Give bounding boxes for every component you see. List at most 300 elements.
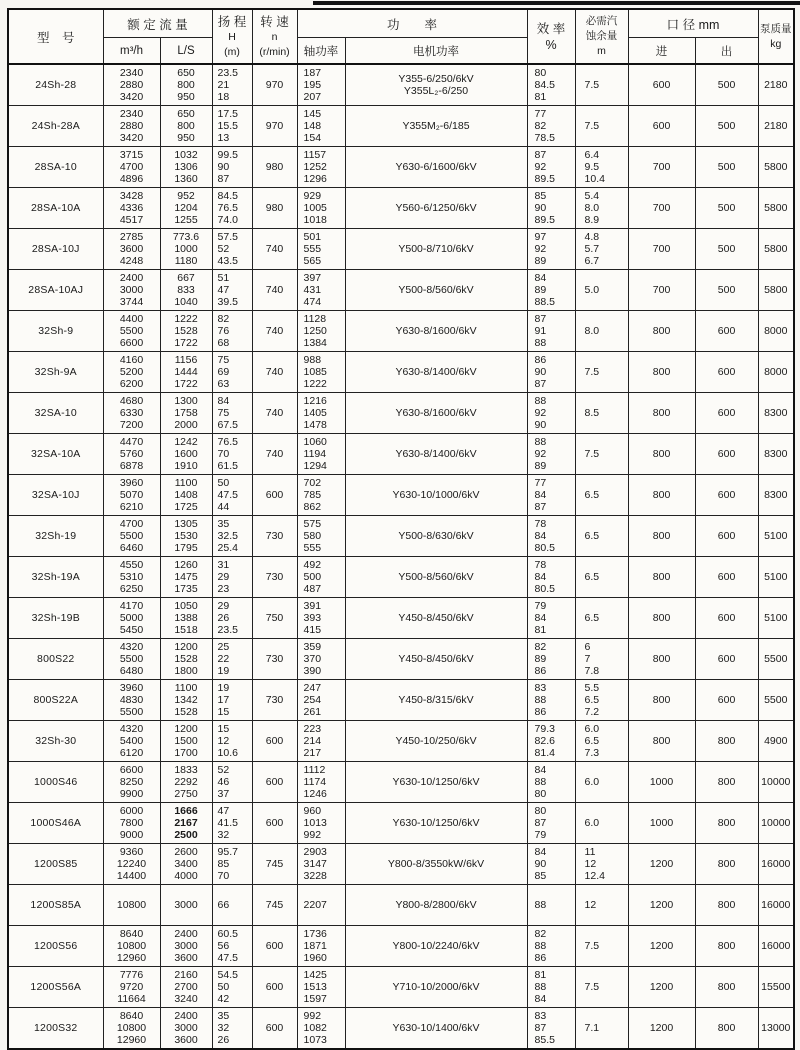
model-cell: 1200S85A xyxy=(8,885,103,926)
flow-ls-cell: 1200 1528 1800 xyxy=(160,639,212,680)
outlet-cell: 600 xyxy=(695,434,758,475)
flow-m3h-cell: 10800 xyxy=(103,885,160,926)
motor-power-cell: Y630-8/1600/6kV xyxy=(345,311,527,352)
motor-power-cell: Y630-8/1400/6kV xyxy=(345,352,527,393)
inlet-cell: 800 xyxy=(628,311,695,352)
motor-power-cell: Y630-10/1400/6kV xyxy=(345,1008,527,1050)
head-cell: 17.5 15.5 13 xyxy=(212,106,252,147)
speed-symbol: n xyxy=(271,30,278,43)
inlet-cell: 800 xyxy=(628,721,695,762)
table-row xyxy=(8,352,794,393)
inlet-cell: 800 xyxy=(628,516,695,557)
efficiency-unit: % xyxy=(545,37,557,52)
flow-ls-cell: 1032 1306 1360 xyxy=(160,147,212,188)
mass-cell: 8000 xyxy=(758,311,794,352)
flow-ls-cell: 1305 1530 1795 xyxy=(160,516,212,557)
table-row xyxy=(8,516,794,557)
shaft-power-cell: 1425 1513 1597 xyxy=(297,967,345,1008)
table-row xyxy=(8,393,794,434)
efficiency-label: 效 率 xyxy=(536,21,566,36)
flow-m3h-cell: 8640 10800 12960 xyxy=(103,1008,160,1050)
flow-ls-cell: 1050 1388 1518 xyxy=(160,598,212,639)
npsh-cell: 7.5 xyxy=(575,967,628,1008)
head-cell: 35 32.5 25.4 xyxy=(212,516,252,557)
mass-label: 泵质量 xyxy=(760,22,792,35)
npsh-cell: 8.0 xyxy=(575,311,628,352)
head-cell: 66 xyxy=(212,885,252,926)
efficiency-cell: 82 88 86 xyxy=(527,926,575,967)
npsh-cell: 7.5 xyxy=(575,926,628,967)
scan-artifact-line xyxy=(313,1,800,5)
flow-m3h-cell: 3960 5070 6210 xyxy=(103,475,160,516)
mass-cell: 5100 xyxy=(758,557,794,598)
efficiency-cell: 79 84 81 xyxy=(527,598,575,639)
npsh-label-line1: 必需汽 xyxy=(585,15,618,27)
speed-cell: 745 xyxy=(252,885,297,926)
inlet-cell: 700 xyxy=(628,147,695,188)
shaft-power-cell: 702 785 862 xyxy=(297,475,345,516)
model-cell: 1000S46A xyxy=(8,803,103,844)
outlet-cell: 800 xyxy=(695,721,758,762)
speed-unit: (r/min) xyxy=(259,45,290,58)
inlet-cell: 800 xyxy=(628,434,695,475)
mass-cell: 5800 xyxy=(758,270,794,311)
mass-cell: 2180 xyxy=(758,106,794,147)
model-cell: 32SA-10J xyxy=(8,475,103,516)
flow-m3h-cell: 8640 10800 12960 xyxy=(103,926,160,967)
motor-power-cell: Y800-8/2800/6kV xyxy=(345,885,527,926)
speed-cell: 740 xyxy=(252,270,297,311)
outlet-cell: 500 xyxy=(695,106,758,147)
outlet-cell: 800 xyxy=(695,967,758,1008)
speed-cell: 740 xyxy=(252,393,297,434)
speed-cell: 730 xyxy=(252,557,297,598)
inlet-cell: 800 xyxy=(628,680,695,721)
flow-ls-cell: 2400 3000 3600 xyxy=(160,1008,212,1050)
flow-ls-cell: 1260 1475 1735 xyxy=(160,557,212,598)
outlet-cell: 800 xyxy=(695,1008,758,1050)
motor-power-cell: Y630-10/1000/6kV xyxy=(345,475,527,516)
shaft-power-cell: 1736 1871 1960 xyxy=(297,926,345,967)
head-symbol: H xyxy=(228,30,236,43)
npsh-cell: 7.5 xyxy=(575,106,628,147)
mass-cell: 16000 xyxy=(758,885,794,926)
head-unit: (m) xyxy=(224,45,240,58)
col-header-mass xyxy=(758,9,794,64)
flow-m3h-cell: 4320 5400 6120 xyxy=(103,721,160,762)
model-cell: 800S22 xyxy=(8,639,103,680)
col-header-npsh xyxy=(575,9,628,64)
head-cell: 84.5 76.5 74.0 xyxy=(212,188,252,229)
efficiency-cell: 97 92 89 xyxy=(527,229,575,270)
flow-m3h-cell: 3960 4830 5500 xyxy=(103,680,160,721)
motor-power-cell: Y450-8/450/6kV xyxy=(345,639,527,680)
motor-power-cell: Y355-6/250/6kV Y355L₂-6/250 xyxy=(345,64,527,106)
flow-ls-cell: 773.6 1000 1180 xyxy=(160,229,212,270)
table-row xyxy=(8,1008,794,1050)
inlet-cell: 1200 xyxy=(628,926,695,967)
npsh-cell: 6.4 9.5 10.4 xyxy=(575,147,628,188)
shaft-power-cell: 501 555 565 xyxy=(297,229,345,270)
efficiency-cell: 77 84 87 xyxy=(527,475,575,516)
col-header-power: 功 率 xyxy=(297,9,527,38)
motor-power-cell: Y500-8/710/6kV xyxy=(345,229,527,270)
mass-cell: 10000 xyxy=(758,803,794,844)
col-header-ls: L/S xyxy=(160,38,212,65)
mass-cell: 5800 xyxy=(758,229,794,270)
head-cell: 99.5 90 87 xyxy=(212,147,252,188)
speed-cell: 600 xyxy=(252,1008,297,1050)
table-row xyxy=(8,188,794,229)
flow-ls-cell: 650 800 950 xyxy=(160,64,212,106)
col-header-head xyxy=(212,9,252,64)
inlet-cell: 700 xyxy=(628,270,695,311)
col-header-model: 型 号 xyxy=(8,9,103,64)
inlet-cell: 800 xyxy=(628,475,695,516)
head-cell: 31 29 23 xyxy=(212,557,252,598)
motor-power-cell: Y560-6/1250/6kV xyxy=(345,188,527,229)
flow-ls-cell: 2400 3000 3600 xyxy=(160,926,212,967)
efficiency-cell: 78 84 80.5 xyxy=(527,516,575,557)
flow-m3h-cell: 4700 5500 6460 xyxy=(103,516,160,557)
flow-m3h-cell: 4160 5200 6200 xyxy=(103,352,160,393)
outlet-cell: 600 xyxy=(695,393,758,434)
motor-power-cell: Y355M₂-6/185 xyxy=(345,106,527,147)
npsh-cell: 5.4 8.0 8.9 xyxy=(575,188,628,229)
npsh-unit: m xyxy=(597,45,606,57)
flow-m3h-cell: 9360 12240 14400 xyxy=(103,844,160,885)
motor-power-cell: Y630-8/1600/6kV xyxy=(345,393,527,434)
col-header-shaft-power: 轴功率 xyxy=(297,38,345,65)
speed-cell: 750 xyxy=(252,598,297,639)
model-cell: 32Sh-19B xyxy=(8,598,103,639)
outlet-cell: 600 xyxy=(695,557,758,598)
table-row xyxy=(8,598,794,639)
npsh-cell: 6.0 6.5 7.3 xyxy=(575,721,628,762)
mass-cell: 5100 xyxy=(758,598,794,639)
col-header-diameter: 口 径 mm xyxy=(628,9,758,38)
mass-cell: 5500 xyxy=(758,639,794,680)
speed-cell: 600 xyxy=(252,475,297,516)
efficiency-cell: 88 92 89 xyxy=(527,434,575,475)
col-header-speed xyxy=(252,9,297,64)
outlet-cell: 600 xyxy=(695,516,758,557)
npsh-cell: 4.8 5.7 6.7 xyxy=(575,229,628,270)
inlet-cell: 800 xyxy=(628,352,695,393)
motor-power-cell: Y500-8/560/6kV xyxy=(345,557,527,598)
motor-power-cell: Y450-8/450/6kV xyxy=(345,598,527,639)
pump-spec-table xyxy=(7,8,795,1050)
flow-ls-cell: 2160 2700 3240 xyxy=(160,967,212,1008)
table-body xyxy=(8,64,794,1049)
outlet-cell: 600 xyxy=(695,311,758,352)
mass-cell: 8300 xyxy=(758,475,794,516)
table-row xyxy=(8,844,794,885)
inlet-cell: 700 xyxy=(628,229,695,270)
head-cell: 23.5 21 18 xyxy=(212,64,252,106)
motor-power-cell: Y800-10/2240/6kV xyxy=(345,926,527,967)
speed-cell: 970 xyxy=(252,106,297,147)
outlet-cell: 500 xyxy=(695,188,758,229)
mass-cell: 16000 xyxy=(758,844,794,885)
outlet-cell: 600 xyxy=(695,475,758,516)
npsh-cell: 11 12 12.4 xyxy=(575,844,628,885)
inlet-cell: 600 xyxy=(628,64,695,106)
head-cell: 29 26 23.5 xyxy=(212,598,252,639)
speed-cell: 600 xyxy=(252,721,297,762)
efficiency-cell: 79.3 82.6 81.4 xyxy=(527,721,575,762)
head-cell: 82 76 68 xyxy=(212,311,252,352)
model-cell: 28SA-10J xyxy=(8,229,103,270)
speed-cell: 600 xyxy=(252,803,297,844)
npsh-cell: 5.5 6.5 7.2 xyxy=(575,680,628,721)
inlet-cell: 1200 xyxy=(628,844,695,885)
motor-power-cell: Y630-10/1250/6kV xyxy=(345,803,527,844)
flow-m3h-cell: 4470 5760 6878 xyxy=(103,434,160,475)
model-cell: 1200S56 xyxy=(8,926,103,967)
model-cell: 32SA-10A xyxy=(8,434,103,475)
flow-ls-cell: 1833 2292 2750 xyxy=(160,762,212,803)
shaft-power-cell: 960 1013 992 xyxy=(297,803,345,844)
head-cell: 54.5 50 42 xyxy=(212,967,252,1008)
col-header-efficiency xyxy=(527,9,575,64)
shaft-power-cell: 145 148 154 xyxy=(297,106,345,147)
shaft-power-cell: 391 393 415 xyxy=(297,598,345,639)
shaft-power-cell: 992 1082 1073 xyxy=(297,1008,345,1050)
col-header-motor-power: 电机功率 xyxy=(345,38,527,65)
flow-ls-cell: 3000 xyxy=(160,885,212,926)
flow-m3h-cell: 4550 5310 6250 xyxy=(103,557,160,598)
efficiency-cell: 88 92 90 xyxy=(527,393,575,434)
flow-ls-cell: 1666 2167 2500 xyxy=(160,803,212,844)
mass-cell: 10000 xyxy=(758,762,794,803)
model-cell: 32Sh-19 xyxy=(8,516,103,557)
flow-m3h-cell: 7776 9720 11664 xyxy=(103,967,160,1008)
inlet-cell: 800 xyxy=(628,598,695,639)
head-cell: 52 46 37 xyxy=(212,762,252,803)
flow-m3h-cell: 4170 5000 5450 xyxy=(103,598,160,639)
flow-m3h-cell: 2340 2880 3420 xyxy=(103,64,160,106)
flow-ls-cell: 2600 3400 4000 xyxy=(160,844,212,885)
efficiency-cell: 84 90 85 xyxy=(527,844,575,885)
inlet-cell: 700 xyxy=(628,188,695,229)
mass-cell: 16000 xyxy=(758,926,794,967)
outlet-cell: 600 xyxy=(695,352,758,393)
col-header-inlet: 进 xyxy=(628,38,695,65)
inlet-cell: 1200 xyxy=(628,967,695,1008)
efficiency-cell: 88 xyxy=(527,885,575,926)
col-header-flow: 额 定 流 量 xyxy=(103,9,212,38)
npsh-label-line2: 蚀余量 xyxy=(585,30,618,42)
npsh-cell: 5.0 xyxy=(575,270,628,311)
mass-cell: 13000 xyxy=(758,1008,794,1050)
table-row xyxy=(8,557,794,598)
flow-ls-cell: 1300 1758 2000 xyxy=(160,393,212,434)
efficiency-cell: 83 87 85.5 xyxy=(527,1008,575,1050)
flow-m3h-cell: 6600 8250 9900 xyxy=(103,762,160,803)
speed-cell: 740 xyxy=(252,434,297,475)
flow-m3h-cell: 6000 7800 9000 xyxy=(103,803,160,844)
npsh-cell: 7.5 xyxy=(575,434,628,475)
inlet-cell: 800 xyxy=(628,557,695,598)
efficiency-cell: 81 88 84 xyxy=(527,967,575,1008)
outlet-cell: 800 xyxy=(695,926,758,967)
efficiency-cell: 77 82 78.5 xyxy=(527,106,575,147)
speed-cell: 600 xyxy=(252,762,297,803)
head-cell: 75 69 63 xyxy=(212,352,252,393)
efficiency-cell: 80 87 79 xyxy=(527,803,575,844)
head-cell: 47 41.5 32 xyxy=(212,803,252,844)
mass-cell: 8300 xyxy=(758,393,794,434)
table-row xyxy=(8,762,794,803)
head-cell: 84 75 67.5 xyxy=(212,393,252,434)
mass-cell: 5100 xyxy=(758,516,794,557)
model-cell: 32Sh-19A xyxy=(8,557,103,598)
outlet-cell: 800 xyxy=(695,762,758,803)
head-cell: 50 47.5 44 xyxy=(212,475,252,516)
efficiency-cell: 82 89 86 xyxy=(527,639,575,680)
speed-cell: 600 xyxy=(252,926,297,967)
shaft-power-cell: 397 431 474 xyxy=(297,270,345,311)
table-header xyxy=(8,9,794,64)
outlet-cell: 800 xyxy=(695,803,758,844)
speed-cell: 745 xyxy=(252,844,297,885)
npsh-cell: 7.5 xyxy=(575,352,628,393)
flow-m3h-cell: 3715 4700 4896 xyxy=(103,147,160,188)
table-row xyxy=(8,270,794,311)
shaft-power-cell: 187 195 207 xyxy=(297,64,345,106)
npsh-cell: 6.5 xyxy=(575,557,628,598)
model-cell: 32Sh-30 xyxy=(8,721,103,762)
efficiency-cell: 80 84.5 81 xyxy=(527,64,575,106)
model-cell: 1200S56A xyxy=(8,967,103,1008)
shaft-power-cell: 575 580 555 xyxy=(297,516,345,557)
table-row xyxy=(8,475,794,516)
model-cell: 28SA-10AJ xyxy=(8,270,103,311)
table-row xyxy=(8,64,794,106)
flow-m3h-cell: 2340 2880 3420 xyxy=(103,106,160,147)
head-cell: 95.7 85 70 xyxy=(212,844,252,885)
npsh-cell: 6.0 xyxy=(575,803,628,844)
motor-power-cell: Y800-8/3550kW/6kV xyxy=(345,844,527,885)
flow-m3h-cell: 2785 3600 4248 xyxy=(103,229,160,270)
flow-ls-cell: 667 833 1040 xyxy=(160,270,212,311)
inlet-cell: 1000 xyxy=(628,803,695,844)
mass-cell: 5500 xyxy=(758,680,794,721)
flow-m3h-cell: 4320 5500 6480 xyxy=(103,639,160,680)
table-row xyxy=(8,885,794,926)
flow-ls-cell: 1242 1600 1910 xyxy=(160,434,212,475)
speed-cell: 980 xyxy=(252,188,297,229)
table-row xyxy=(8,311,794,352)
model-cell: 24Sh-28A xyxy=(8,106,103,147)
efficiency-cell: 87 92 89.5 xyxy=(527,147,575,188)
outlet-cell: 500 xyxy=(695,64,758,106)
shaft-power-cell: 1060 1194 1294 xyxy=(297,434,345,475)
mass-cell: 2180 xyxy=(758,64,794,106)
outlet-cell: 600 xyxy=(695,680,758,721)
col-header-outlet: 出 xyxy=(695,38,758,65)
motor-power-cell: Y710-10/2000/6kV xyxy=(345,967,527,1008)
speed-cell: 980 xyxy=(252,147,297,188)
speed-label: 转 速 xyxy=(260,14,289,29)
motor-power-cell: Y500-8/560/6kV xyxy=(345,270,527,311)
outlet-cell: 500 xyxy=(695,147,758,188)
efficiency-cell: 87 91 88 xyxy=(527,311,575,352)
shaft-power-cell: 1112 1174 1246 xyxy=(297,762,345,803)
head-cell: 19 17 15 xyxy=(212,680,252,721)
outlet-cell: 500 xyxy=(695,270,758,311)
model-cell: 800S22A xyxy=(8,680,103,721)
speed-cell: 740 xyxy=(252,352,297,393)
col-header-m3h: m³/h xyxy=(103,38,160,65)
speed-cell: 730 xyxy=(252,516,297,557)
table-row xyxy=(8,106,794,147)
model-cell: 1000S46 xyxy=(8,762,103,803)
model-cell: 32SA-10 xyxy=(8,393,103,434)
outlet-cell: 800 xyxy=(695,844,758,885)
motor-power-cell: Y450-10/250/6kV xyxy=(345,721,527,762)
shaft-power-cell: 247 254 261 xyxy=(297,680,345,721)
head-cell: 57.5 52 43.5 xyxy=(212,229,252,270)
mass-cell: 4900 xyxy=(758,721,794,762)
shaft-power-cell: 359 370 390 xyxy=(297,639,345,680)
flow-ls-cell: 650 800 950 xyxy=(160,106,212,147)
model-cell: 28SA-10 xyxy=(8,147,103,188)
shaft-power-cell: 223 214 217 xyxy=(297,721,345,762)
table-row xyxy=(8,434,794,475)
motor-power-cell: Y630-6/1600/6kV xyxy=(345,147,527,188)
outlet-cell: 800 xyxy=(695,885,758,926)
model-cell: 32Sh-9 xyxy=(8,311,103,352)
efficiency-cell: 83 88 86 xyxy=(527,680,575,721)
npsh-cell: 7.5 xyxy=(575,64,628,106)
efficiency-cell: 78 84 80.5 xyxy=(527,557,575,598)
motor-power-cell: Y630-10/1250/6kV xyxy=(345,762,527,803)
outlet-cell: 600 xyxy=(695,598,758,639)
motor-power-cell: Y450-8/315/6kV xyxy=(345,680,527,721)
flow-ls-cell: 1200 1500 1700 xyxy=(160,721,212,762)
speed-cell: 600 xyxy=(252,967,297,1008)
table-row xyxy=(8,926,794,967)
efficiency-cell: 84 88 80 xyxy=(527,762,575,803)
efficiency-cell: 85 90 89.5 xyxy=(527,188,575,229)
outlet-cell: 500 xyxy=(695,229,758,270)
npsh-cell: 6.5 xyxy=(575,475,628,516)
inlet-cell: 1000 xyxy=(628,762,695,803)
table-row xyxy=(8,680,794,721)
flow-m3h-cell: 4400 5500 6600 xyxy=(103,311,160,352)
mass-cell: 15500 xyxy=(758,967,794,1008)
model-cell: 28SA-10A xyxy=(8,188,103,229)
flow-m3h-cell: 3428 4336 4517 xyxy=(103,188,160,229)
flow-ls-cell: 1100 1342 1528 xyxy=(160,680,212,721)
efficiency-cell: 86 90 87 xyxy=(527,352,575,393)
inlet-cell: 600 xyxy=(628,106,695,147)
model-cell: 32Sh-9A xyxy=(8,352,103,393)
npsh-cell: 6.5 xyxy=(575,598,628,639)
inlet-cell: 800 xyxy=(628,393,695,434)
shaft-power-cell: 1216 1405 1478 xyxy=(297,393,345,434)
shaft-power-cell: 929 1005 1018 xyxy=(297,188,345,229)
shaft-power-cell: 492 500 487 xyxy=(297,557,345,598)
model-cell: 1200S32 xyxy=(8,1008,103,1050)
flow-m3h-cell: 4680 6330 7200 xyxy=(103,393,160,434)
mass-cell: 8000 xyxy=(758,352,794,393)
flow-ls-cell: 1222 1528 1722 xyxy=(160,311,212,352)
mass-unit: kg xyxy=(770,37,782,50)
table-row xyxy=(8,229,794,270)
